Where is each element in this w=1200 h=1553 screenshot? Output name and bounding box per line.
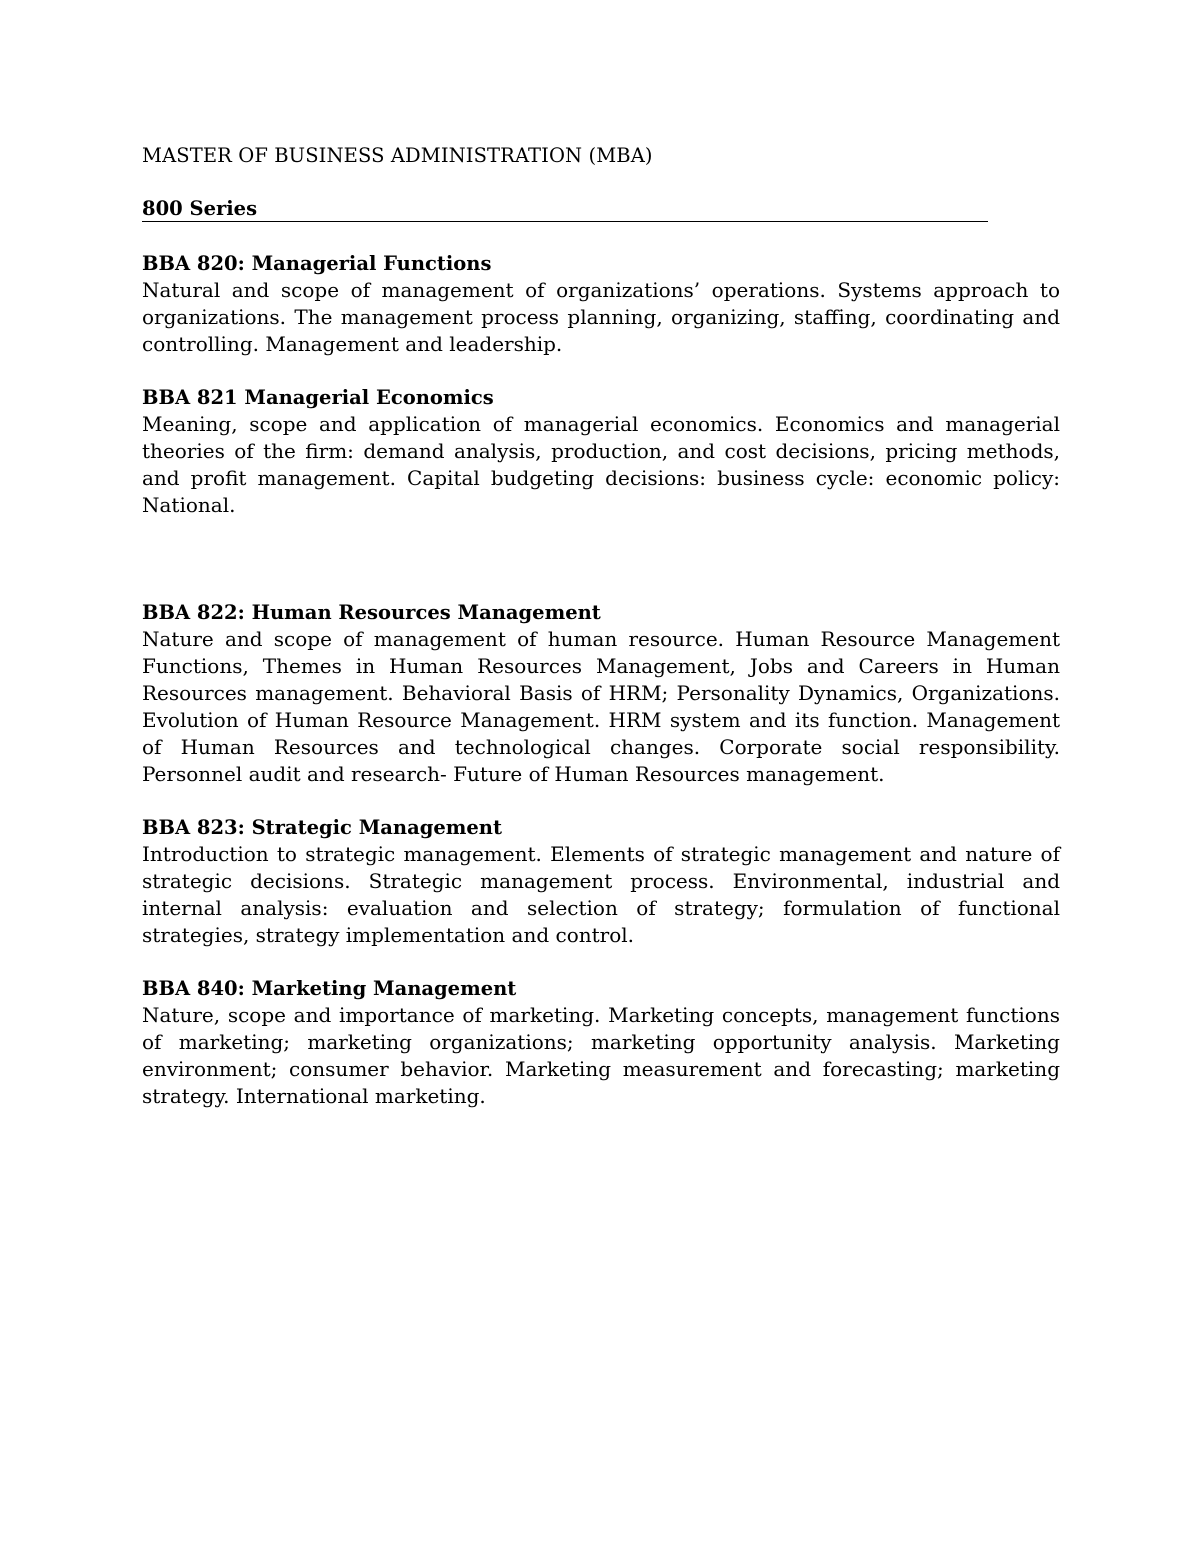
document-page — [142, 142, 1060, 1136]
course-title: BBA 823: Strategic Management — [142, 816, 502, 839]
course-title: BBA 840: Marketing Management — [142, 977, 517, 1000]
course-section — [142, 599, 1060, 788]
course-title: BBA 820: Managerial Functions — [142, 252, 492, 275]
course-section — [142, 975, 1060, 1110]
course-section — [142, 384, 1060, 519]
course-title: BBA 821 Managerial Economics — [142, 386, 494, 409]
document-title: MASTER OF BUSINESS ADMINISTRATION (MBA) — [142, 144, 653, 167]
course-title: BBA 822: Human Resources Management — [142, 601, 601, 624]
series-heading: 800 Series — [142, 196, 988, 222]
course-section — [142, 814, 1060, 949]
course-section — [142, 250, 1060, 358]
course-description: Nature, scope and importance of marketing. Marketing concepts, management functions of marketing; marketing organizations; marketing opportunity analysis. Marketing environment; consumer behavior. Marketing measurement and forecasting; marketing strategy. International marketing. — [142, 1003, 1060, 1108]
course-description: Nature and scope of management of human resource. Human Resource Management Functions, Themes in Human Resources Management, Jobs and Careers in Human Resources management. Behavioral Basis of HRM; Personality Dynamics, Organizations. Evolution of Human Resource Management. HRM system and its function. Management of Human Resources and technological changes. Corporate social responsibility. Personnel audit and research- Future of Human Resources management. — [142, 627, 1060, 786]
course-description: Introduction to strategic management. Elements of strategic management and nature of strategic decisions. Strategic management process. Environmental, industrial and internal analysis: evaluation and selection of strategy; formulation of functional strategies, strategy implementation and control. — [142, 842, 1060, 947]
course-description: Natural and scope of management of organizations’ operations. Systems approach to organizations. The management process planning, organizing, staffing, coordinating and controlling. Management and leadership. — [142, 278, 1060, 356]
course-description: Meaning, scope and application of managerial economics. Economics and managerial theories of the firm: demand analysis, production, and cost decisions, pricing methods, and profit management. Capital budgeting decisions: business cycle: economic policy: National. — [142, 412, 1060, 517]
